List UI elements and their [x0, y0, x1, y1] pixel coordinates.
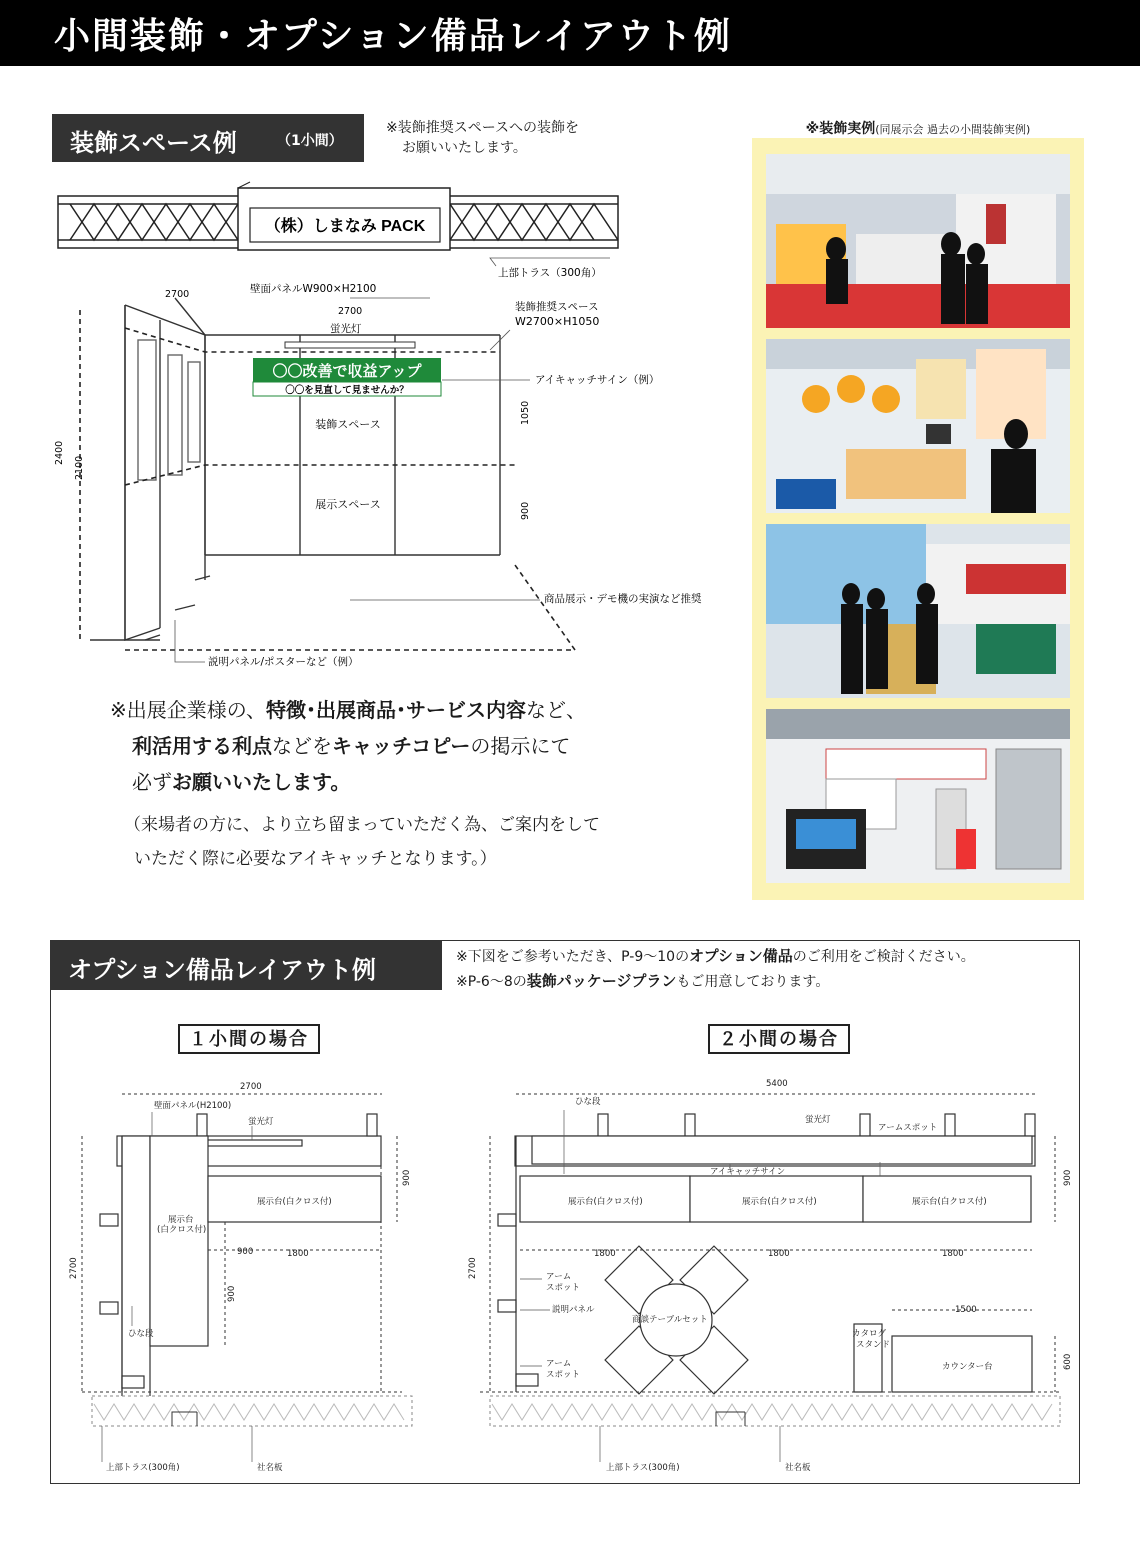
request-line-1: ※出展企業様の、特徴･出展商品･サービス内容など、: [110, 698, 586, 722]
svg-text:2700: 2700: [468, 1257, 478, 1279]
request-line-3: 必ずお願いいたします。: [132, 770, 351, 794]
svg-text:社名板: 社名板: [785, 1463, 811, 1473]
booth-photo-1: [766, 154, 1070, 328]
svg-text:蛍光灯: 蛍光灯: [805, 1115, 831, 1125]
svg-text:5400: 5400: [766, 1079, 788, 1089]
eyecatch-sign-main: 〇〇改善で収益アップ: [272, 363, 422, 380]
svg-text:900: 900: [520, 501, 531, 520]
svg-text:装飾推奨スペース: 装飾推奨スペース: [515, 301, 599, 313]
booth-photo-3: [766, 524, 1070, 698]
svg-text:(白クロス付): (白クロス付): [157, 1225, 207, 1235]
svg-text:900: 900: [1063, 1169, 1073, 1186]
svg-text:2700: 2700: [69, 1257, 79, 1279]
svg-text:展示台(白クロス付): 展示台(白クロス付): [912, 1197, 987, 1207]
svg-text:商品展示・デモ機の実演など推奨: 商品展示・デモ機の実演など推奨: [544, 593, 702, 605]
booth-photo-2: [766, 339, 1070, 513]
two-booth-title: ２小間の場合: [708, 1024, 850, 1054]
svg-text:2700: 2700: [338, 306, 363, 317]
svg-text:2700: 2700: [165, 289, 190, 300]
svg-text:アイキャッチサイン（例）: アイキャッチサイン（例）: [535, 374, 660, 386]
svg-text:W2700×H1050: W2700×H1050: [515, 315, 600, 328]
svg-text:商談テーブルセット: 商談テーブルセット: [632, 1315, 708, 1325]
photos-subtitle: (同展示会 過去の小間装飾実例): [875, 123, 1031, 136]
booth-photo-4: [766, 709, 1070, 883]
svg-text:上部トラス(300角): 上部トラス(300角): [106, 1463, 180, 1473]
svg-text:1800: 1800: [768, 1249, 790, 1259]
options-section-title: オプション備品レイアウト例: [50, 940, 442, 990]
svg-text:600: 600: [1063, 1353, 1073, 1370]
truss-company-label: （株）しまなみ PACK: [264, 218, 426, 235]
svg-text:展示台(白クロス付): 展示台(白クロス付): [257, 1197, 332, 1207]
svg-text:上部トラス(300角): 上部トラス(300角): [606, 1463, 680, 1473]
options-note: ※下図をご参考いただき、P-9～10のオプション備品のご利用をご検討ください。 ※P-6～8の装飾パッケージプランもご用意しております。: [456, 947, 975, 990]
photos-title: ※装飾実例: [805, 121, 876, 137]
page-header: [0, 0, 1140, 66]
svg-text:アイキャッチサイン: アイキャッチサイン: [710, 1167, 786, 1177]
two-booth-floorplan: [468, 1074, 1080, 1474]
svg-text:蛍光灯: 蛍光灯: [330, 323, 362, 335]
svg-text:上部トラス（300角）: 上部トラス（300角）: [498, 267, 602, 279]
svg-text:1800: 1800: [594, 1249, 616, 1259]
svg-text:1800: 1800: [287, 1249, 309, 1259]
svg-text:カウンター台: カウンター台: [942, 1362, 993, 1372]
one-booth-title: １小間の場合: [178, 1024, 320, 1054]
svg-text:壁面パネル(H2100): 壁面パネル(H2100): [154, 1101, 232, 1111]
svg-text:展示台(白クロス付): 展示台(白クロス付): [742, 1197, 817, 1207]
svg-text:説明パネル/ポスターなど（例）: 説明パネル/ポスターなど（例）: [208, 656, 359, 668]
svg-text:900: 900: [237, 1247, 254, 1257]
svg-text:1050: 1050: [520, 400, 531, 425]
request-note-2: いただく際に必要なアイキャッチとなります。）: [134, 849, 497, 869]
svg-text:スポット: スポット: [546, 1283, 581, 1293]
svg-text:展示スペース: 展示スペース: [315, 498, 381, 511]
svg-text:アーム: アーム: [546, 1359, 572, 1369]
booth-perspective-diagram: [50, 180, 730, 690]
svg-text:展示台: 展示台: [168, 1215, 194, 1225]
svg-text:1500: 1500: [955, 1305, 977, 1315]
svg-text:2100: 2100: [74, 455, 85, 480]
svg-text:スタンド: スタンド: [856, 1340, 891, 1350]
svg-text:説明パネル: 説明パネル: [552, 1305, 595, 1315]
page-title: 小間装飾・オプション備品レイアウト例: [54, 16, 732, 57]
svg-text:ひな段: ひな段: [575, 1097, 601, 1107]
svg-text:カタログ: カタログ: [852, 1329, 887, 1339]
svg-text:1800: 1800: [942, 1249, 964, 1259]
eyecatch-sign-sub: 〇〇を見直して見ませんか？: [285, 385, 409, 396]
photo-examples-panel: [752, 121, 1084, 900]
one-booth-floorplan: [62, 1074, 442, 1474]
request-note-1: （来場者の方に、より立ち留まっていただく為、ご案内をして: [124, 815, 600, 835]
svg-text:ひな段: ひな段: [128, 1329, 154, 1339]
svg-text:900: 900: [402, 1169, 412, 1186]
svg-text:2700: 2700: [240, 1082, 262, 1092]
svg-text:展示台(白クロス付): 展示台(白クロス付): [568, 1197, 643, 1207]
decoration-note: ※装飾推奨スペースへの装飾を お願いいたします。: [386, 120, 580, 156]
svg-text:900: 900: [227, 1285, 237, 1302]
svg-text:スポット: スポット: [546, 1370, 581, 1380]
svg-text:アームスポット: アームスポット: [878, 1123, 938, 1133]
request-line-2: 利活用する利点などをキャッチコピーの掲示にて: [132, 734, 571, 758]
svg-text:壁面パネルW900×H2100: 壁面パネルW900×H2100: [250, 283, 377, 295]
decoration-section-title: 装飾スペース例 （1小間）: [52, 114, 364, 162]
svg-text:装飾スペース: 装飾スペース: [315, 418, 381, 431]
svg-text:社名板: 社名板: [257, 1463, 283, 1473]
svg-text:蛍光灯: 蛍光灯: [248, 1117, 274, 1127]
svg-text:2400: 2400: [54, 440, 65, 465]
svg-text:アーム: アーム: [546, 1272, 572, 1282]
